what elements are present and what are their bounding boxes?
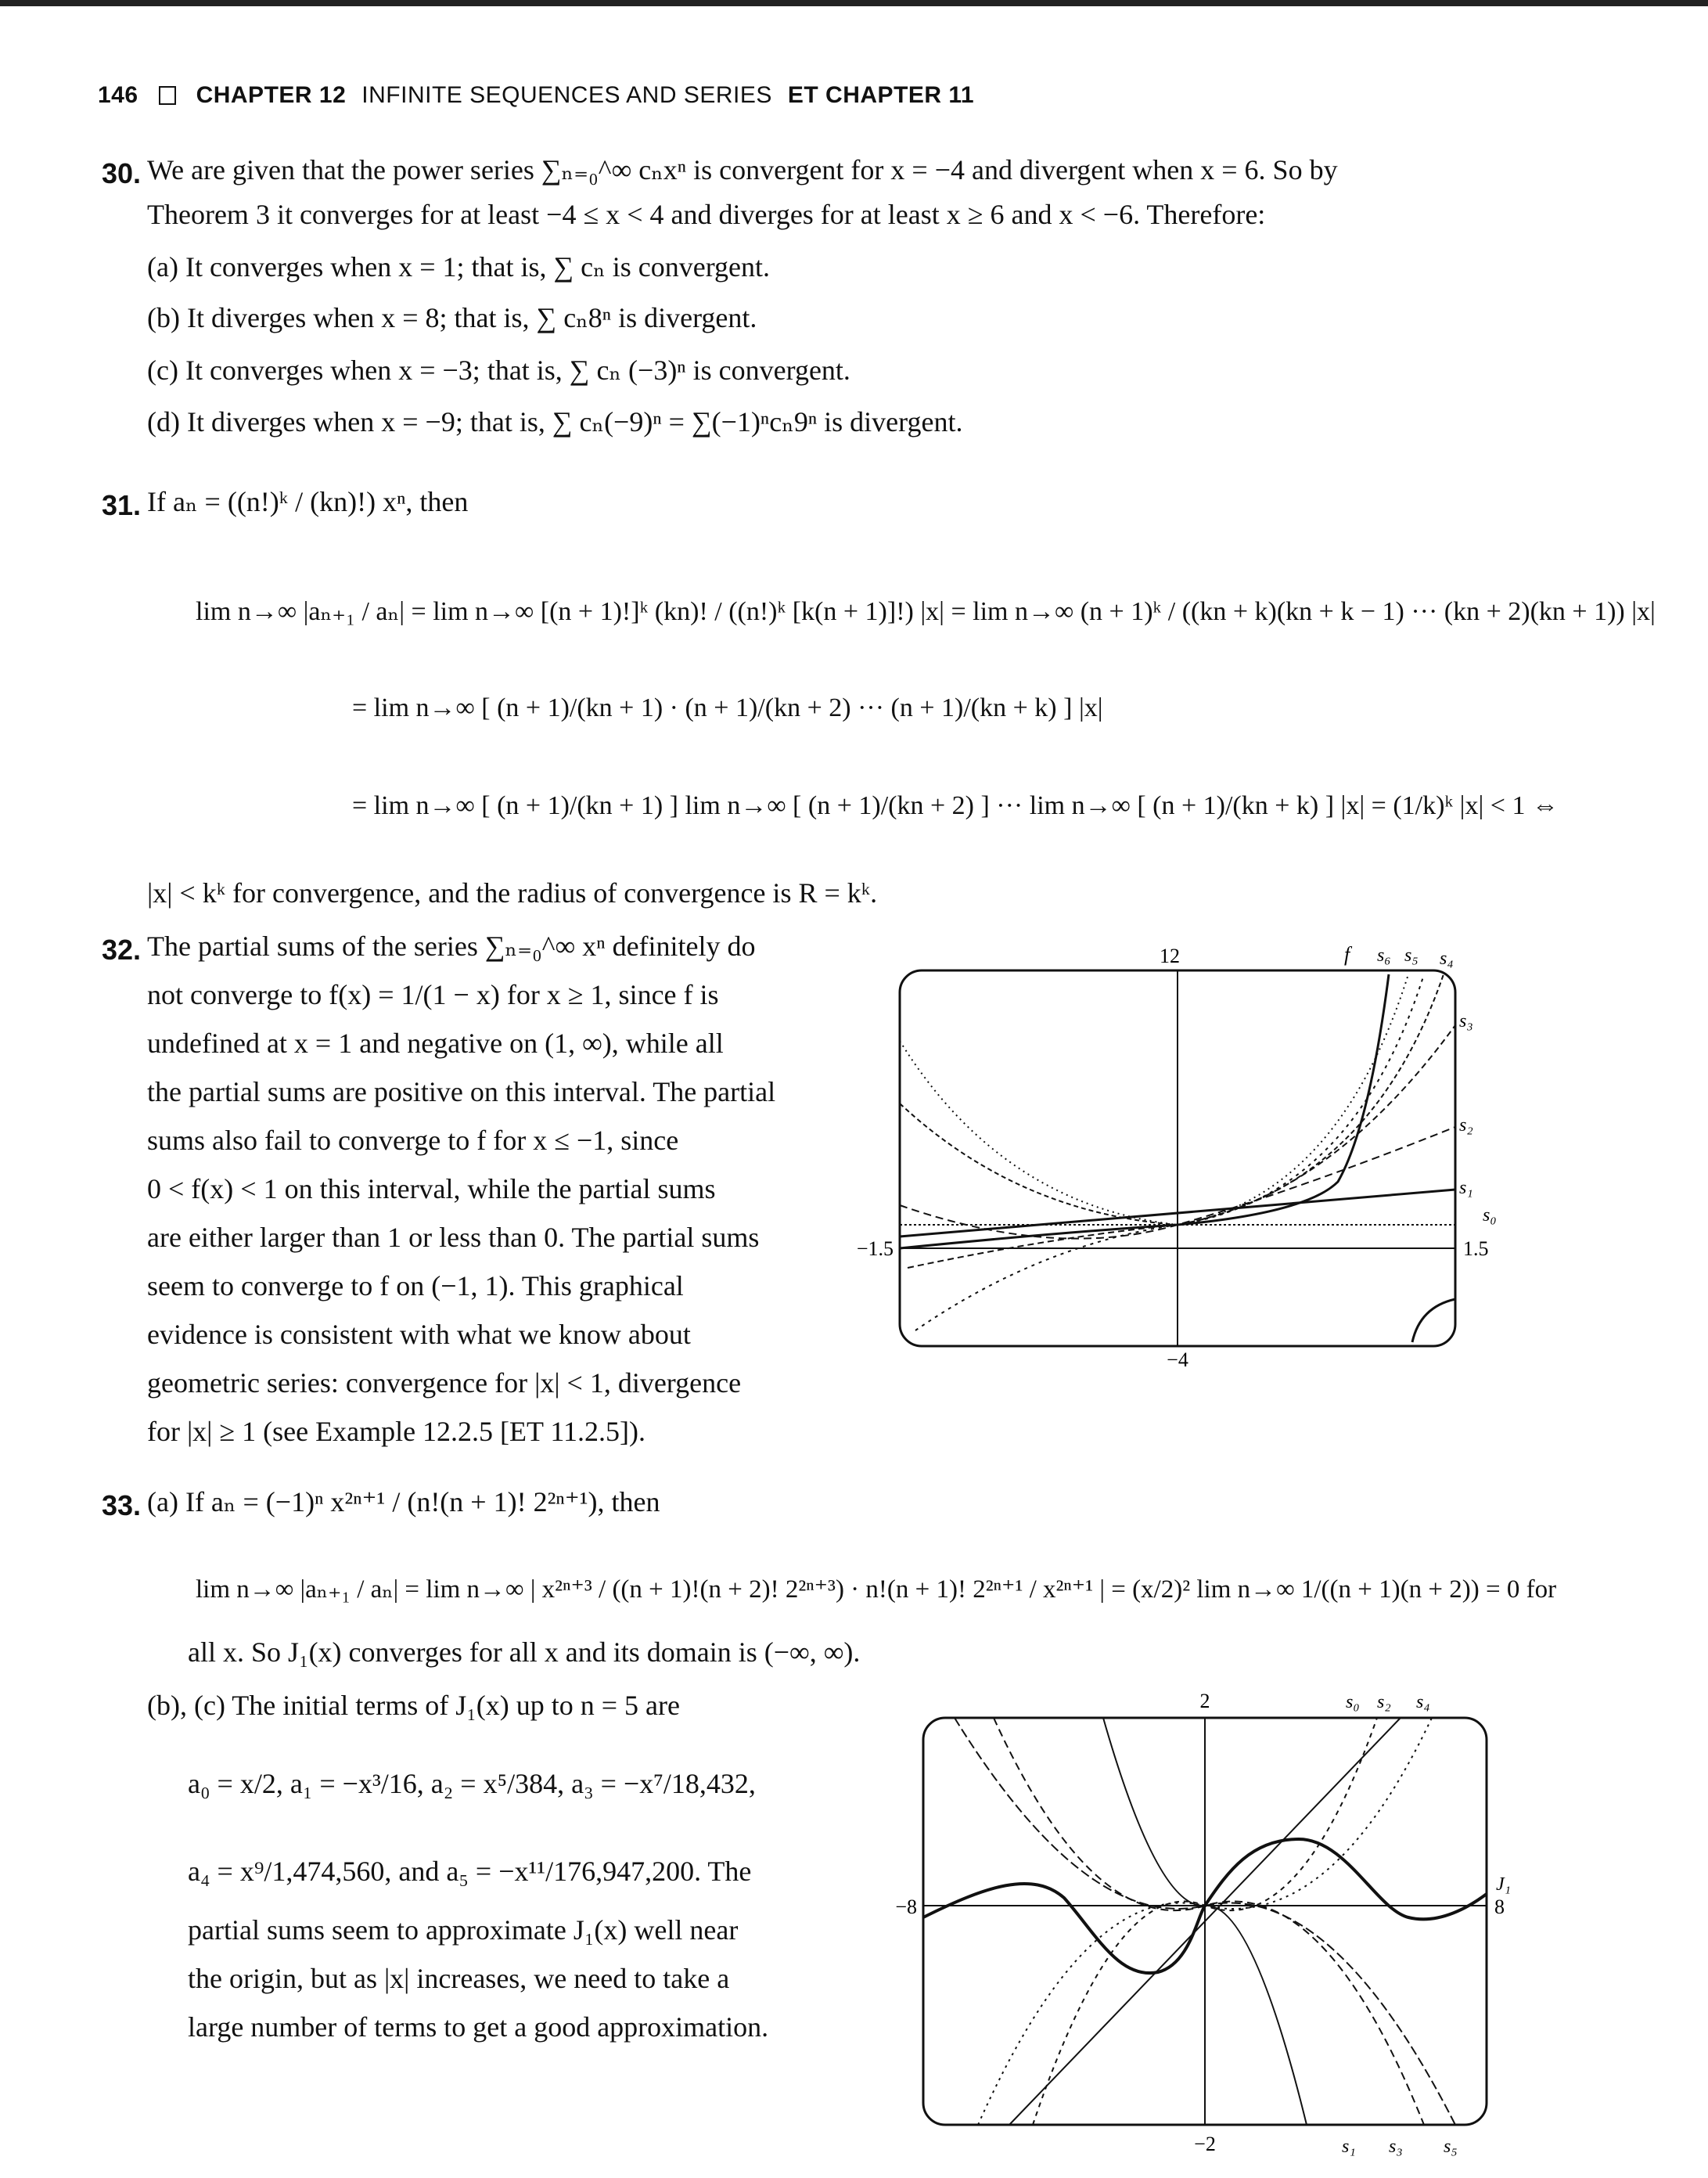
label-s4: s₄ bbox=[1416, 1692, 1430, 1712]
problem-number: 32. bbox=[102, 934, 142, 966]
p33-a-conclusion: all x. So J₁(x) converges for all x and its domain is (−∞, ∞). bbox=[188, 1636, 861, 1668]
p32-line: undefined at x = 1 and negative on (1, ∞), while all bbox=[147, 1028, 724, 1059]
p32-line: are either larger than 1 or less than 0. The partial sums bbox=[147, 1222, 760, 1253]
xmax-label: 8 bbox=[1494, 1895, 1505, 1918]
label-s1: s₁ bbox=[1459, 1178, 1473, 1198]
p33-line: large number of terms to get a good approximation. bbox=[188, 2011, 769, 2043]
ymax-label: 12 bbox=[1160, 945, 1180, 967]
p32-line: not converge to f(x) = 1/(1 − x) for x ≥ 1, since f is bbox=[147, 979, 719, 1010]
function-f bbox=[900, 974, 1389, 1248]
p30-line-2: Theorem 3 it converges for at least −4 ≤ x < 4 and diverges for at least x ≥ 6 and x < −6. Therefore: bbox=[147, 199, 1266, 230]
p33-a-equation: lim n→∞ |aₙ₊₁ / aₙ| = lim n→∞ | x²ⁿ⁺³ / ((n + 1)!(n + 2)! 2²ⁿ⁺³) · n!(n + 1)! 2²ⁿ⁺¹ / x²ⁿ⁺¹ | = (x/2)² lim n→∞ 1/((n + 1)(n + 2)) = 0 for bbox=[196, 1575, 1557, 1604]
p33-a-intro: (a) If aₙ = (−1)ⁿ x²ⁿ⁺¹ / (n!(n + 1)! 2²ⁿ⁺¹), then bbox=[147, 1486, 660, 1517]
p31-equation-1: lim n→∞ |aₙ₊₁ / aₙ| = lim n→∞ [(n + 1)!]ᵏ (kn)! / ((n!)ᵏ [k(n + 1)]!) |x| = lim n→∞ (n + 1)ᵏ / ((kn + k)(kn + k − 1) ··· (kn + 2)(kn + 1)) |x| bbox=[196, 597, 1656, 626]
p33-bc-intro: (b), (c) The initial terms of J₁(x) up to n = 5 are bbox=[147, 1690, 680, 1721]
label-s3: s₃ bbox=[1389, 2137, 1403, 2157]
label-s4: s₄ bbox=[1440, 949, 1454, 969]
p33-terms-2: a₄ = x⁹/1,474,560, and a₅ = −x¹¹/176,947,200. The bbox=[188, 1856, 752, 1887]
p33-line: the origin, but as |x| increases, we need to take a bbox=[188, 1963, 730, 1994]
p32-line: The partial sums of the series ∑ₙ₌₀^∞ xⁿ definitely do bbox=[147, 931, 756, 962]
ymax-label: 2 bbox=[1199, 1690, 1210, 1712]
p30-part-c: (c) It converges when x = −3; that is, ∑ cₙ (−3)ⁿ is convergent. bbox=[147, 355, 850, 386]
p33-terms-1: a₀ = x/2, a₁ = −x³/16, a₂ = x⁵/384, a₃ = −x⁷/18,432, bbox=[188, 1768, 756, 1799]
ymin-label: −2 bbox=[1194, 2133, 1216, 2155]
chapter-title: INFINITE SEQUENCES AND SERIES bbox=[361, 82, 772, 108]
label-s3: s₃ bbox=[1459, 1011, 1473, 1031]
label-s5: s₅ bbox=[1404, 945, 1419, 966]
series-s3 bbox=[994, 1718, 1424, 2125]
geometric-series-graph bbox=[822, 931, 1518, 1370]
ymin-label: −4 bbox=[1167, 1348, 1188, 1370]
series-s4 bbox=[900, 974, 1444, 1225]
label-s1: s₁ bbox=[1342, 2137, 1356, 2157]
label-s0: s₀ bbox=[1483, 1205, 1497, 1226]
page-number: 146 bbox=[98, 82, 138, 108]
label-f: f bbox=[1344, 943, 1350, 966]
function-f-branch bbox=[1412, 1299, 1455, 1342]
problem-number: 30. bbox=[102, 157, 142, 189]
p31-equation-2: = lim n→∞ [ (n + 1)/(kn + 1) · (n + 1)/(kn + 2) ··· (n + 1)/(kn + k) ] |x| bbox=[352, 693, 1103, 722]
label-s5: s₅ bbox=[1444, 2137, 1458, 2157]
header-square-icon bbox=[159, 86, 176, 105]
p30-part-a: (a) It converges when x = 1; that is, ∑ cₙ is convergent. bbox=[147, 251, 771, 283]
label-s0: s₀ bbox=[1346, 1692, 1360, 1712]
chapter-label: CHAPTER 12 bbox=[196, 82, 347, 108]
p32-line: evidence is consistent with what we know about bbox=[147, 1319, 691, 1350]
xmax-label: 1.5 bbox=[1463, 1237, 1489, 1260]
p32-line: 0 < f(x) < 1 on this interval, while the partial sums bbox=[147, 1173, 716, 1204]
label-s2: s₂ bbox=[1459, 1115, 1473, 1136]
label-j1: J₁ bbox=[1496, 1874, 1511, 1895]
et-chapter-label: ET CHAPTER 11 bbox=[787, 82, 975, 108]
p32-line: geometric series: convergence for |x| < 1, divergence bbox=[147, 1367, 742, 1399]
p32-line: seem to converge to f on (−1, 1). This graphical bbox=[147, 1270, 684, 1301]
p30-line-1: We are given that the power series ∑ₙ₌₀^∞ cₙxⁿ is convergent for x = −4 and divergent when x = 6. So by bbox=[147, 154, 1338, 185]
p32-line: the partial sums are positive on this interval. The partial bbox=[147, 1076, 776, 1107]
p31-intro: If aₙ = ((n!)ᵏ / (kn)!) xⁿ, then bbox=[147, 486, 469, 517]
xmin-label: −1.5 bbox=[856, 1237, 894, 1260]
label-s6: s₆ bbox=[1377, 945, 1391, 966]
p31-conclusion: |x| < kᵏ for convergence, and the radius of convergence is R = kᵏ. bbox=[147, 877, 878, 909]
p32-line: for |x| ≥ 1 (see Example 12.2.5 [ET 11.2.5]). bbox=[147, 1416, 646, 1447]
series-s3 bbox=[908, 1025, 1455, 1268]
page-top-rule bbox=[0, 0, 1708, 6]
p32-line: sums also fail to converge to f for x ≤ −1, since bbox=[147, 1125, 679, 1156]
problem-number: 33. bbox=[102, 1489, 142, 1521]
p31-equation-3: = lim n→∞ [ (n + 1)/(kn + 1) ] lim n→∞ [ (n + 1)/(kn + 2) ] ··· lim n→∞ [ (n + 1)/(kn + k) ] |x| = (1/k)ᵏ |x| < 1 ⇔ bbox=[352, 791, 1559, 820]
p30-part-d: (d) It diverges when x = −9; that is, ∑ cₙ(−9)ⁿ = ∑(−1)ⁿcₙ9ⁿ is divergent. bbox=[147, 406, 963, 437]
p30-part-b: (b) It diverges when x = 8; that is, ∑ cₙ8ⁿ is divergent. bbox=[147, 302, 757, 333]
xmin-label: −8 bbox=[895, 1895, 917, 1918]
running-header bbox=[98, 82, 974, 109]
problem-number: 31. bbox=[102, 489, 142, 521]
label-s2: s₂ bbox=[1377, 1692, 1391, 1712]
p33-line: partial sums seem to approximate J₁(x) well near bbox=[188, 1914, 739, 1946]
series-s5 bbox=[915, 974, 1424, 1330]
bessel-function-graph bbox=[861, 1683, 1549, 2168]
